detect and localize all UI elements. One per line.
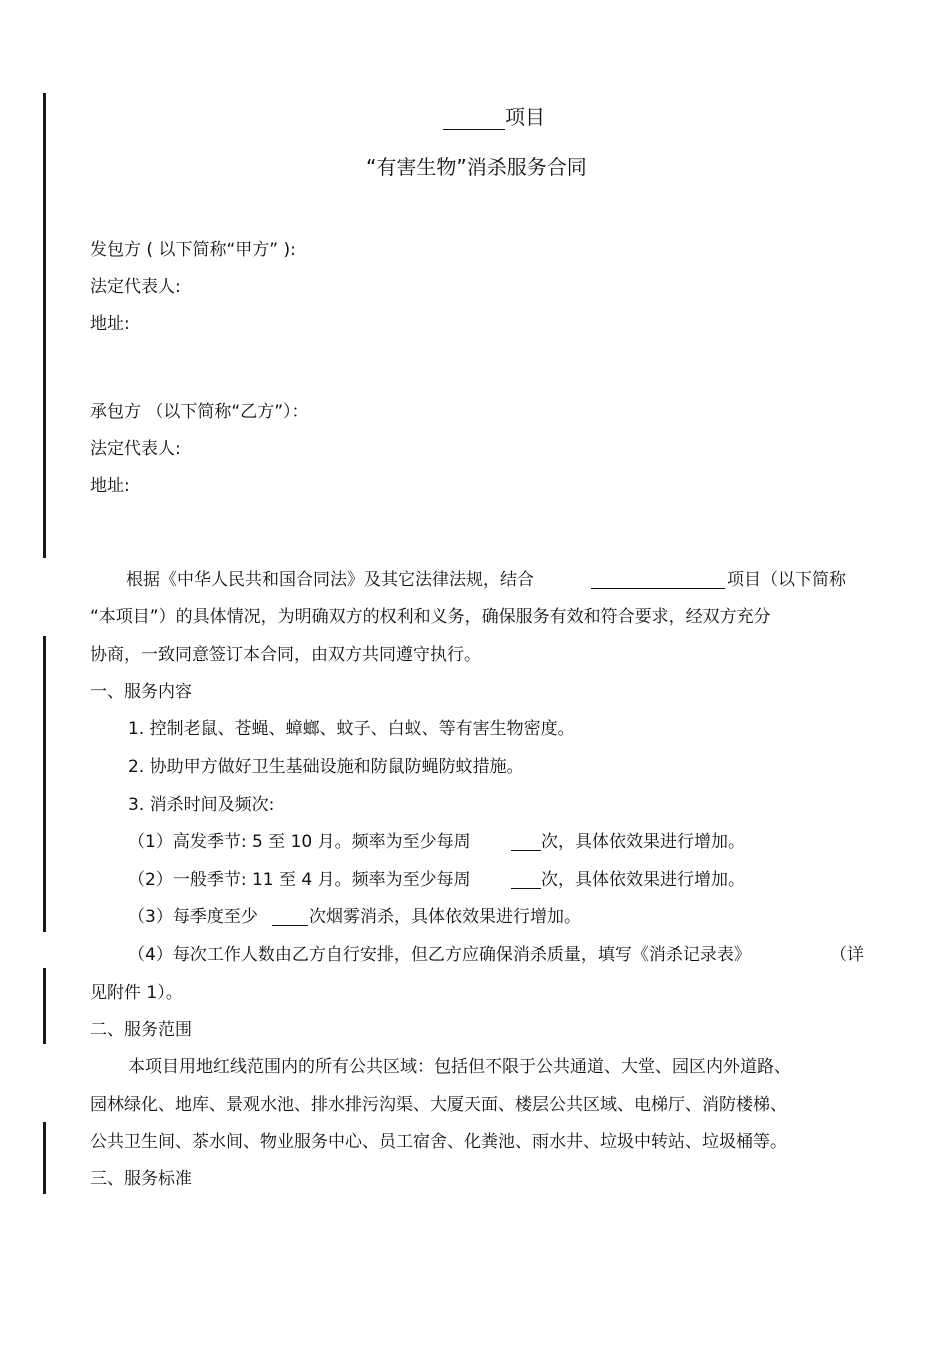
frequency-high-season-a: （1）高发季节: 5 至 10 月。频率为至少每周	[128, 832, 471, 852]
staffing-line-b: （详	[830, 945, 864, 965]
quarterly-blank	[272, 907, 308, 926]
quarterly-fog-a: （3）每季度至少	[128, 907, 258, 927]
frequency-blank-1	[511, 832, 541, 851]
preamble-line-1a: 根据《中华人民共和国合同法》及其它法律法规，结合	[126, 570, 534, 590]
service-item-2: 2. 协助甲方做好卫生基础设施和防鼠防蝇防蚊措施。	[128, 757, 524, 777]
margin-bar	[43, 636, 46, 932]
party-b-label: 承包方 （以下简称“乙方”）：	[90, 402, 309, 422]
preamble-line-3: 协商，一致同意签订本合同，由双方共同遵守执行。	[90, 645, 481, 665]
party-a-representative: 法定代表人:	[90, 277, 181, 297]
preamble-line-2: “本项目”）的具体情况，为明确双方的权利和义务，确保服务有效和符合要求，经双方充分	[90, 607, 771, 627]
title-blank	[443, 107, 505, 130]
scope-line-2: 园林绿化、地库、景观水池、排水排污沟渠、大厦天面、楼层公共区域、电梯厅、消防楼梯、	[90, 1095, 787, 1115]
margin-bar	[43, 968, 46, 1044]
party-a-address: 地址:	[90, 314, 130, 334]
title-project-label: 项目	[505, 105, 545, 129]
margin-bar	[43, 1122, 46, 1194]
staffing-line-a: （4）每次工作人数由乙方自行安排，但乙方应确保消杀质量，填写《消杀记录表》	[128, 945, 751, 965]
section-1-heading: 一、服务内容	[90, 682, 192, 702]
scope-line-1: 本项目用地红线范围内的所有公共区域：包括但不限于公共通道、大堂、园区内外道路、	[128, 1057, 791, 1077]
section-2-heading: 二、服务范围	[90, 1020, 192, 1040]
party-b-address: 地址:	[90, 476, 130, 496]
staffing-line-c: 见附件 1）。	[90, 983, 183, 1003]
scope-line-3: 公共卫生间、茶水间、物业服务中心、员工宿舍、化粪池、雨水井、垃圾中转站、垃圾桶等。	[90, 1132, 787, 1152]
section-3-heading: 三、服务标准	[90, 1169, 192, 1189]
title-line-1	[443, 104, 545, 130]
party-b-representative: 法定代表人:	[90, 439, 181, 459]
frequency-blank-2	[511, 870, 541, 889]
frequency-normal-season-b: 次，具体依效果进行增加。	[541, 870, 745, 890]
margin-bar	[43, 93, 46, 558]
title-line-2: “有害生物”消杀服务合同	[366, 155, 587, 179]
quarterly-fog-b: 次烟雾消杀，具体依效果进行增加。	[309, 907, 581, 927]
frequency-normal-season-a: （2）一般季节: 11 至 4 月。频率为至少每周	[128, 870, 471, 890]
service-item-3: 3. 消杀时间及频次:	[128, 795, 275, 815]
service-item-1: 1. 控制老鼠、苍蝇、蟑螂、蚊子、白蚁、等有害生物密度。	[128, 719, 575, 739]
party-a-label: 发包方 ( 以下简称“甲方” ):	[90, 240, 296, 260]
preamble-line-1b: 项目（以下简称	[727, 570, 846, 590]
frequency-high-season-b: 次，具体依效果进行增加。	[541, 832, 745, 852]
project-name-blank	[591, 570, 725, 589]
